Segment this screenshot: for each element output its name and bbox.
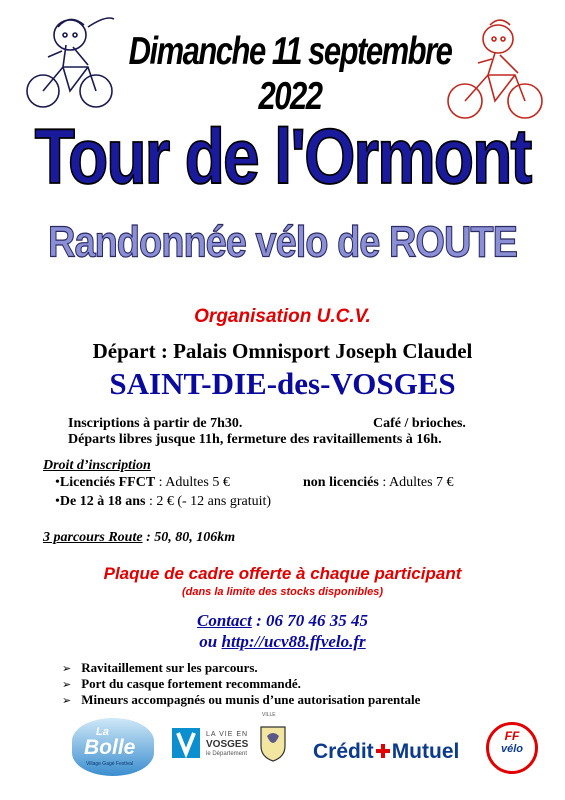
url-line bbox=[0, 632, 565, 652]
la-bolle-logo bbox=[72, 718, 154, 776]
bullet-item bbox=[62, 660, 258, 676]
depart-location: Départ : Palais Omnisport Joseph Claudel bbox=[92, 339, 473, 363]
contact-label: Contact bbox=[197, 611, 252, 630]
vosges-dept: le Département bbox=[206, 751, 248, 757]
la-bolle-name: Bolle bbox=[84, 736, 136, 759]
bullet-dot: • bbox=[55, 494, 60, 509]
vosges-v-logo bbox=[172, 728, 200, 758]
licencies-label: Licenciés FFCT bbox=[59, 475, 156, 490]
organisation: Organisation U.C.V. bbox=[194, 306, 371, 327]
cafe-brioches: Café / brioches. bbox=[373, 416, 466, 431]
credit-label: Crédit bbox=[313, 740, 374, 763]
event-subtitle: Randonnée vélo de ROUTE bbox=[48, 218, 517, 268]
vosges-name: VOSGES bbox=[206, 739, 249, 750]
stock-note: (dans la limite des stocks disponibles) bbox=[181, 586, 384, 598]
non-licencies-label: non licenciés bbox=[303, 475, 379, 490]
non-licencies-row bbox=[303, 475, 454, 491]
contact-line bbox=[0, 611, 565, 631]
mutuel-label: Mutuel bbox=[391, 740, 460, 763]
arrow-icon: ➢ bbox=[62, 694, 72, 707]
parcours-value: : 50, 80, 106km bbox=[142, 530, 236, 545]
website-link[interactable]: http://ucv88.ffvelo.fr bbox=[221, 632, 366, 651]
url-prefix: ou bbox=[199, 632, 222, 651]
event-title: Tour de l'Ormont bbox=[34, 112, 531, 200]
contact-phone: : 06 70 46 35 45 bbox=[251, 611, 368, 630]
credit-mutuel-logo bbox=[313, 740, 459, 764]
blason-caption: VILLE bbox=[262, 712, 276, 718]
licencies-value: : Adultes 5 € bbox=[155, 475, 230, 490]
city-name: SAINT-DIE-des-VOSGES bbox=[109, 366, 456, 401]
ff-label: FF bbox=[504, 729, 520, 743]
arrow-icon: ➢ bbox=[62, 678, 72, 691]
la-bolle-tagline: Village Gagé Festival bbox=[86, 761, 134, 767]
departs-info: Départs libres jusque 11h, fermeture des ravitaillements à 16h. bbox=[68, 432, 442, 447]
droit-heading: Droit d’inscription bbox=[43, 458, 151, 473]
licencies-row bbox=[55, 475, 230, 491]
arrow-icon: ➢ bbox=[62, 662, 72, 675]
parcours-label: 3 parcours Route bbox=[43, 530, 143, 545]
bullet-item bbox=[62, 692, 420, 708]
jeunes-value: : 2 € (- 12 ans gratuit) bbox=[145, 494, 272, 509]
parcours bbox=[43, 530, 235, 546]
credit-mutuel-icon bbox=[375, 743, 391, 759]
la-bolle-la: La bbox=[96, 726, 109, 738]
jeunes-row bbox=[55, 494, 271, 510]
bullet-item bbox=[62, 676, 301, 692]
bullet-dot: • bbox=[55, 475, 60, 490]
event-date: Dimanche 11 septembre 2022 bbox=[128, 29, 452, 118]
non-licencies-value: : Adultes 7 € bbox=[378, 475, 454, 490]
bullet-text: Mineurs accompagnés ou munis d’une autorisation parentale bbox=[81, 692, 421, 707]
jeunes-label: De 12 à 18 ans bbox=[59, 494, 146, 509]
velo-label: vélo bbox=[500, 743, 523, 755]
ffvelo-logo bbox=[486, 722, 538, 774]
bullet-text: Port du casque fortement recommandé. bbox=[81, 676, 301, 691]
vosges-vie-label: LA VIE EN bbox=[206, 731, 249, 738]
coat-of-arms-icon bbox=[258, 722, 288, 762]
inscriptions-time: Inscriptions à partir de 7h30. bbox=[68, 416, 243, 431]
plaque-offer: Plaque de cadre offerte à chaque participant bbox=[103, 564, 462, 583]
v-icon bbox=[172, 728, 200, 758]
bullet-text: Ravitaillement sur les parcours. bbox=[81, 660, 258, 675]
